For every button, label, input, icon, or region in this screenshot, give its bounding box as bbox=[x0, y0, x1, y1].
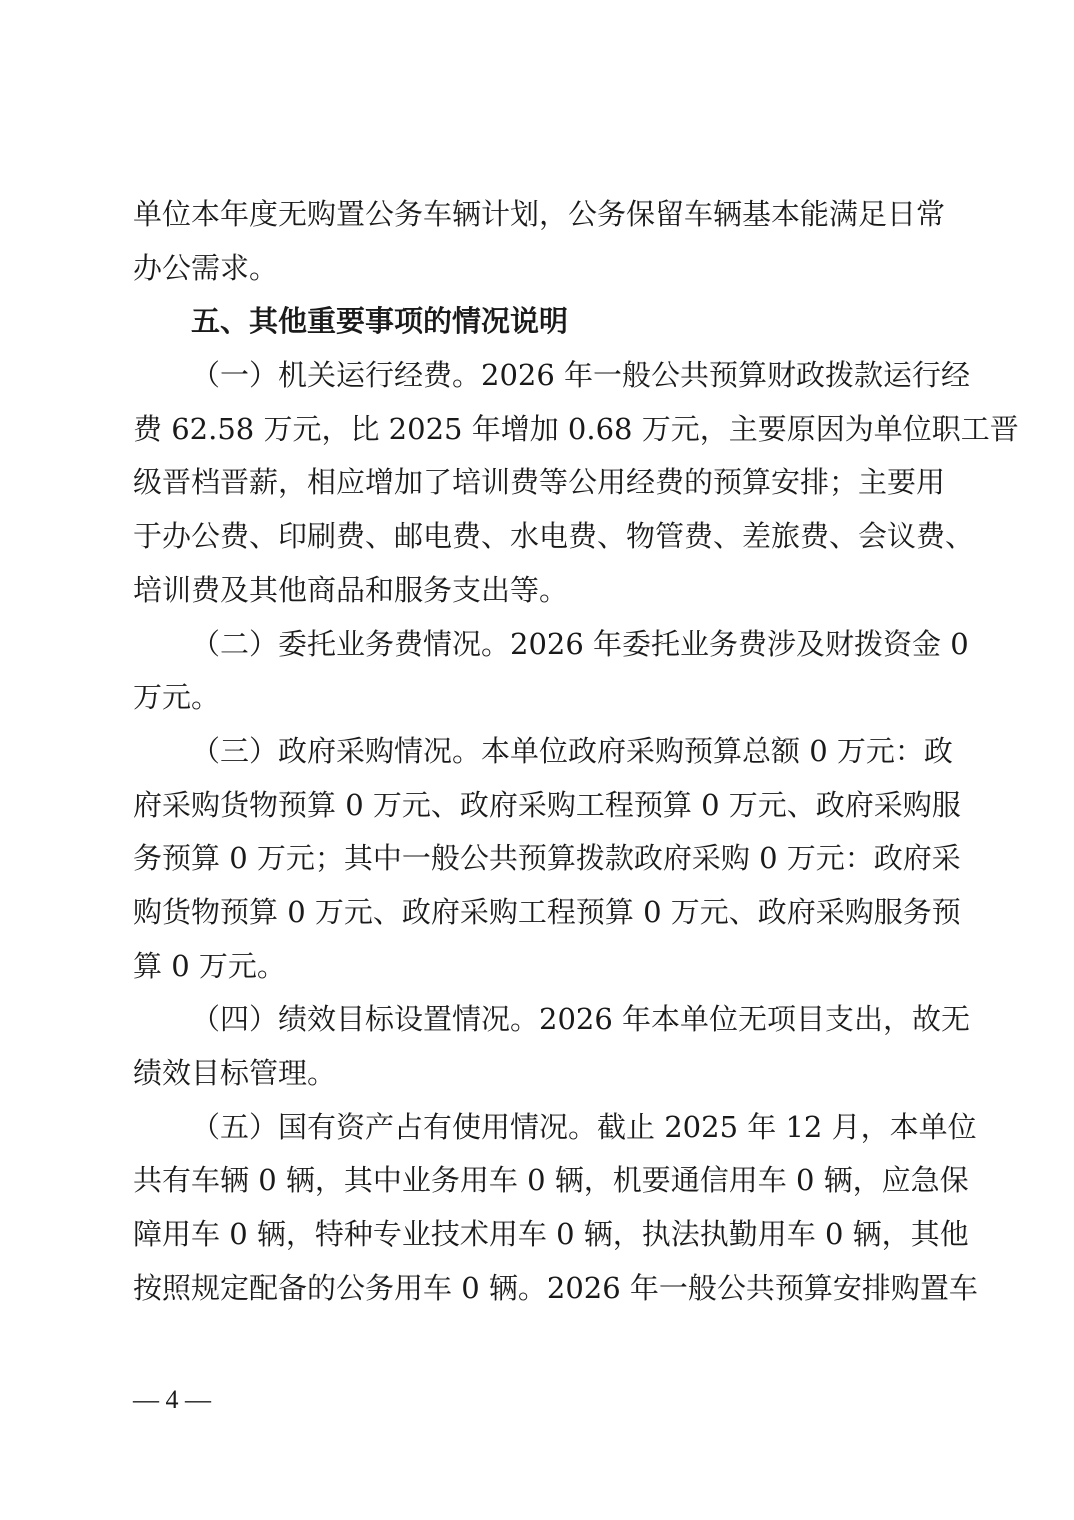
page-number: — 4 — bbox=[133, 1385, 211, 1414]
text-line: 于办公费、印刷费、邮电费、水电费、物管费、差旅费、会议费、 bbox=[133, 519, 975, 554]
text-line: 办公需求。 bbox=[133, 250, 279, 285]
text-line: 级晋档晋薪，相应增加了培训费等公用经费的预算安排；主要用 bbox=[133, 465, 946, 500]
text-line: 障用车 0 辆，特种专业技术用车 0 辆，执法执勤用车 0 辆，其他 bbox=[133, 1217, 969, 1252]
text-line: 费 62.58 万元，比 2025 年增加 0.68 万元，主要原因为单位职工晋 bbox=[133, 411, 1019, 446]
text-line: （五）国有资产占有使用情况。截止 2025 年 12 月，本单位 bbox=[191, 1109, 977, 1144]
text-line: （二）委托业务费情况。2026 年委托业务费涉及财拨资金 0 bbox=[191, 626, 969, 661]
text-line: （三）政府采购情况。本单位政府采购预算总额 0 万元：政 bbox=[191, 733, 953, 768]
text-line: 共有车辆 0 辆，其中业务用车 0 辆，机要通信用车 0 辆，应急保 bbox=[133, 1163, 969, 1198]
text-line: 按照规定配备的公务用车 0 辆。2026 年一般公共预算安排购置车 bbox=[133, 1270, 978, 1305]
text-line: （一）机关运行经费。2026 年一般公共预算财政拨款运行经 bbox=[191, 358, 971, 393]
text-line: 单位本年度无购置公务车辆计划，公务保留车辆基本能满足日常 bbox=[133, 197, 946, 231]
section-heading: 五、其他重要事项的情况说明 bbox=[191, 304, 569, 339]
text-line: 购货物预算 0 万元、政府采购工程预算 0 万元、政府采购服务预 bbox=[133, 894, 961, 929]
document-body bbox=[133, 188, 1019, 1315]
text-line: 万元。 bbox=[133, 680, 221, 715]
text-line: 务预算 0 万元；其中一般公共预算拨款政府采购 0 万元：政府采 bbox=[133, 841, 961, 876]
text-line: （四）绩效目标设置情况。2026 年本单位无项目支出，故无 bbox=[191, 1002, 971, 1037]
text-line: 算 0 万元。 bbox=[133, 948, 286, 983]
text-line: 府采购货物预算 0 万元、政府采购工程预算 0 万元、政府采购服 bbox=[133, 787, 961, 822]
text-line: 绩效目标管理。 bbox=[133, 1056, 337, 1090]
text-line: 培训费及其他商品和服务支出等。 bbox=[133, 572, 569, 607]
